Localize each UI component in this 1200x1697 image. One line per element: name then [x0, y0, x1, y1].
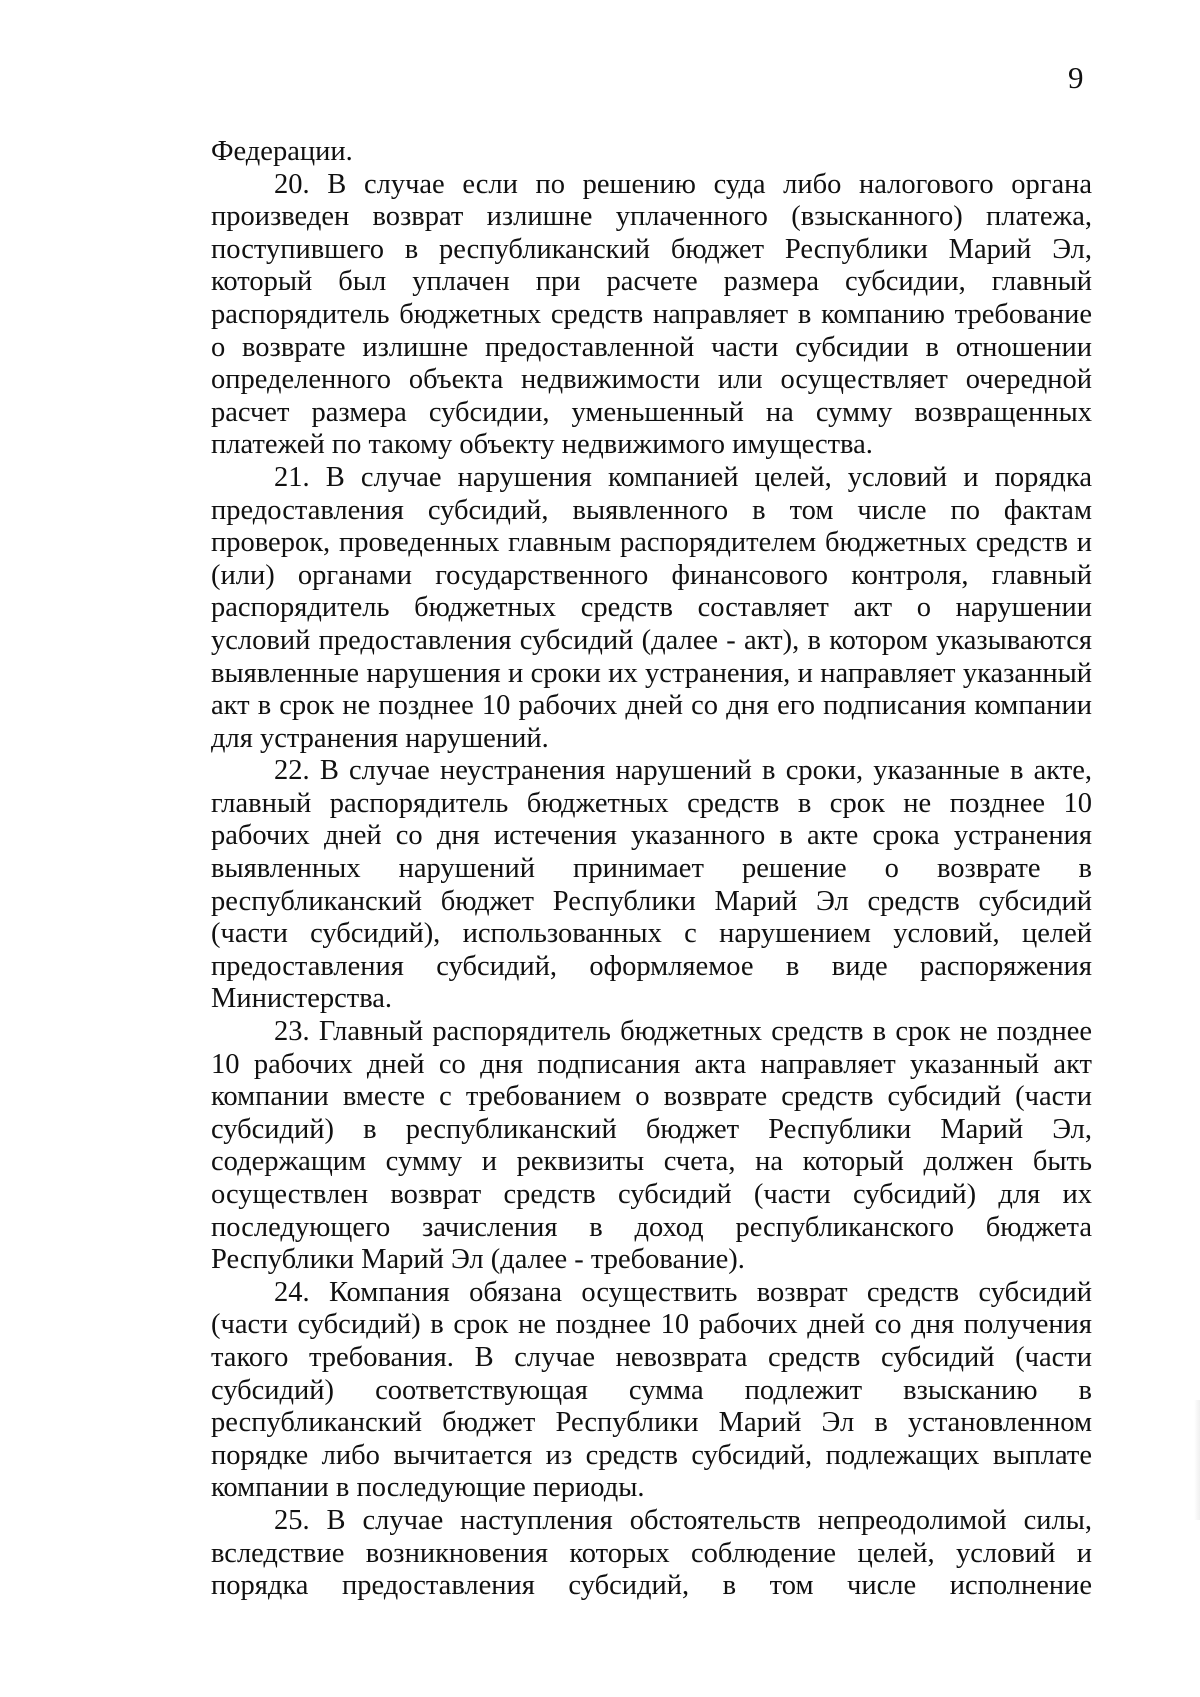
paragraph-24: 24. Компания обязана осуществить возврат средств субсидий (части субсидий) в срок не позднее 10 рабочих дней со дня получения такого требования. В случае невозврата средств субсидий (части субсидий) соответствующая сумма подлежит взысканию в республиканский бюджет Республики Марий Эл в установленном порядке либо вычитается из средств субсидий, подлежащих выплате компании в последующие периоды. — [211, 1276, 1092, 1504]
document-body — [211, 136, 1092, 1603]
paragraph-25: 25. В случае наступления обстоятельств непреодолимой силы, вследствие возникновения которых соблюдение целей, условий и порядка предоставления субсидий, в том числе исполнение — [211, 1504, 1092, 1602]
page-number: 9 — [1068, 60, 1084, 95]
paragraph-continuation: Федерации. — [211, 136, 353, 167]
scan-edge-mark — [1194, 1400, 1200, 1520]
paragraph-21: 21. В случае нарушения компанией целей, условий и порядка предоставления субсидий, выявленного в том числе по фактам проверок, проведенных главным распорядителем бюджетных средств и (или) органами государственного финансового контроля, главный распорядитель бюджетных средств составляет акт о нарушении условий предоставления субсидий (далее - акт), в котором указываются выявленные нарушения и сроки их устранения, и направляет указанный акт в срок не позднее 10 рабочих дней со дня его подписания компании для устранения нарушений. — [211, 461, 1092, 754]
paragraph-20: 20. В случае если по решению суда либо налогового органа произведен возврат излишне уплаченного (взысканного) платежа, поступившего в республиканский бюджет Республики Марий Эл, который был уплачен при расчете размера субсидии, главный распорядитель бюджетных средств направляет в компанию требование о возврате излишне предоставленной части субсидии в отношении определенного объекта недвижимости или осуществляет очередной расчет размера субсидии, уменьшенный на сумму возвращенных платежей по такому объекту недвижимого имущества. — [211, 168, 1092, 461]
paragraph-23: 23. Главный распорядитель бюджетных средств в срок не позднее 10 рабочих дней со дня подписания акта направляет указанный акт компании вместе с требованием о возврате средств субсидий (части субсидий) в республиканский бюджет Республики Марий Эл, содержащим сумму и реквизиты счета, на который должен быть осуществлен возврат средств субсидий (части субсидий) для их последующего зачисления в доход республиканского бюджета Республики Марий Эл (далее - требование). — [211, 1016, 1092, 1276]
paragraph-22: 22. В случае неустранения нарушений в сроки, указанные в акте, главный распорядитель бюджетных средств в срок не позднее 10 рабочих дней со дня истечения указанного в акте срока устранения выявленных нарушений принимает решение о возврате в республиканский бюджет Республики Марий Эл средств субсидий (части субсидий), использованных с нарушением условий, целей предоставления субсидий, оформляемое в виде распоряжения Министерства. — [211, 755, 1092, 1015]
